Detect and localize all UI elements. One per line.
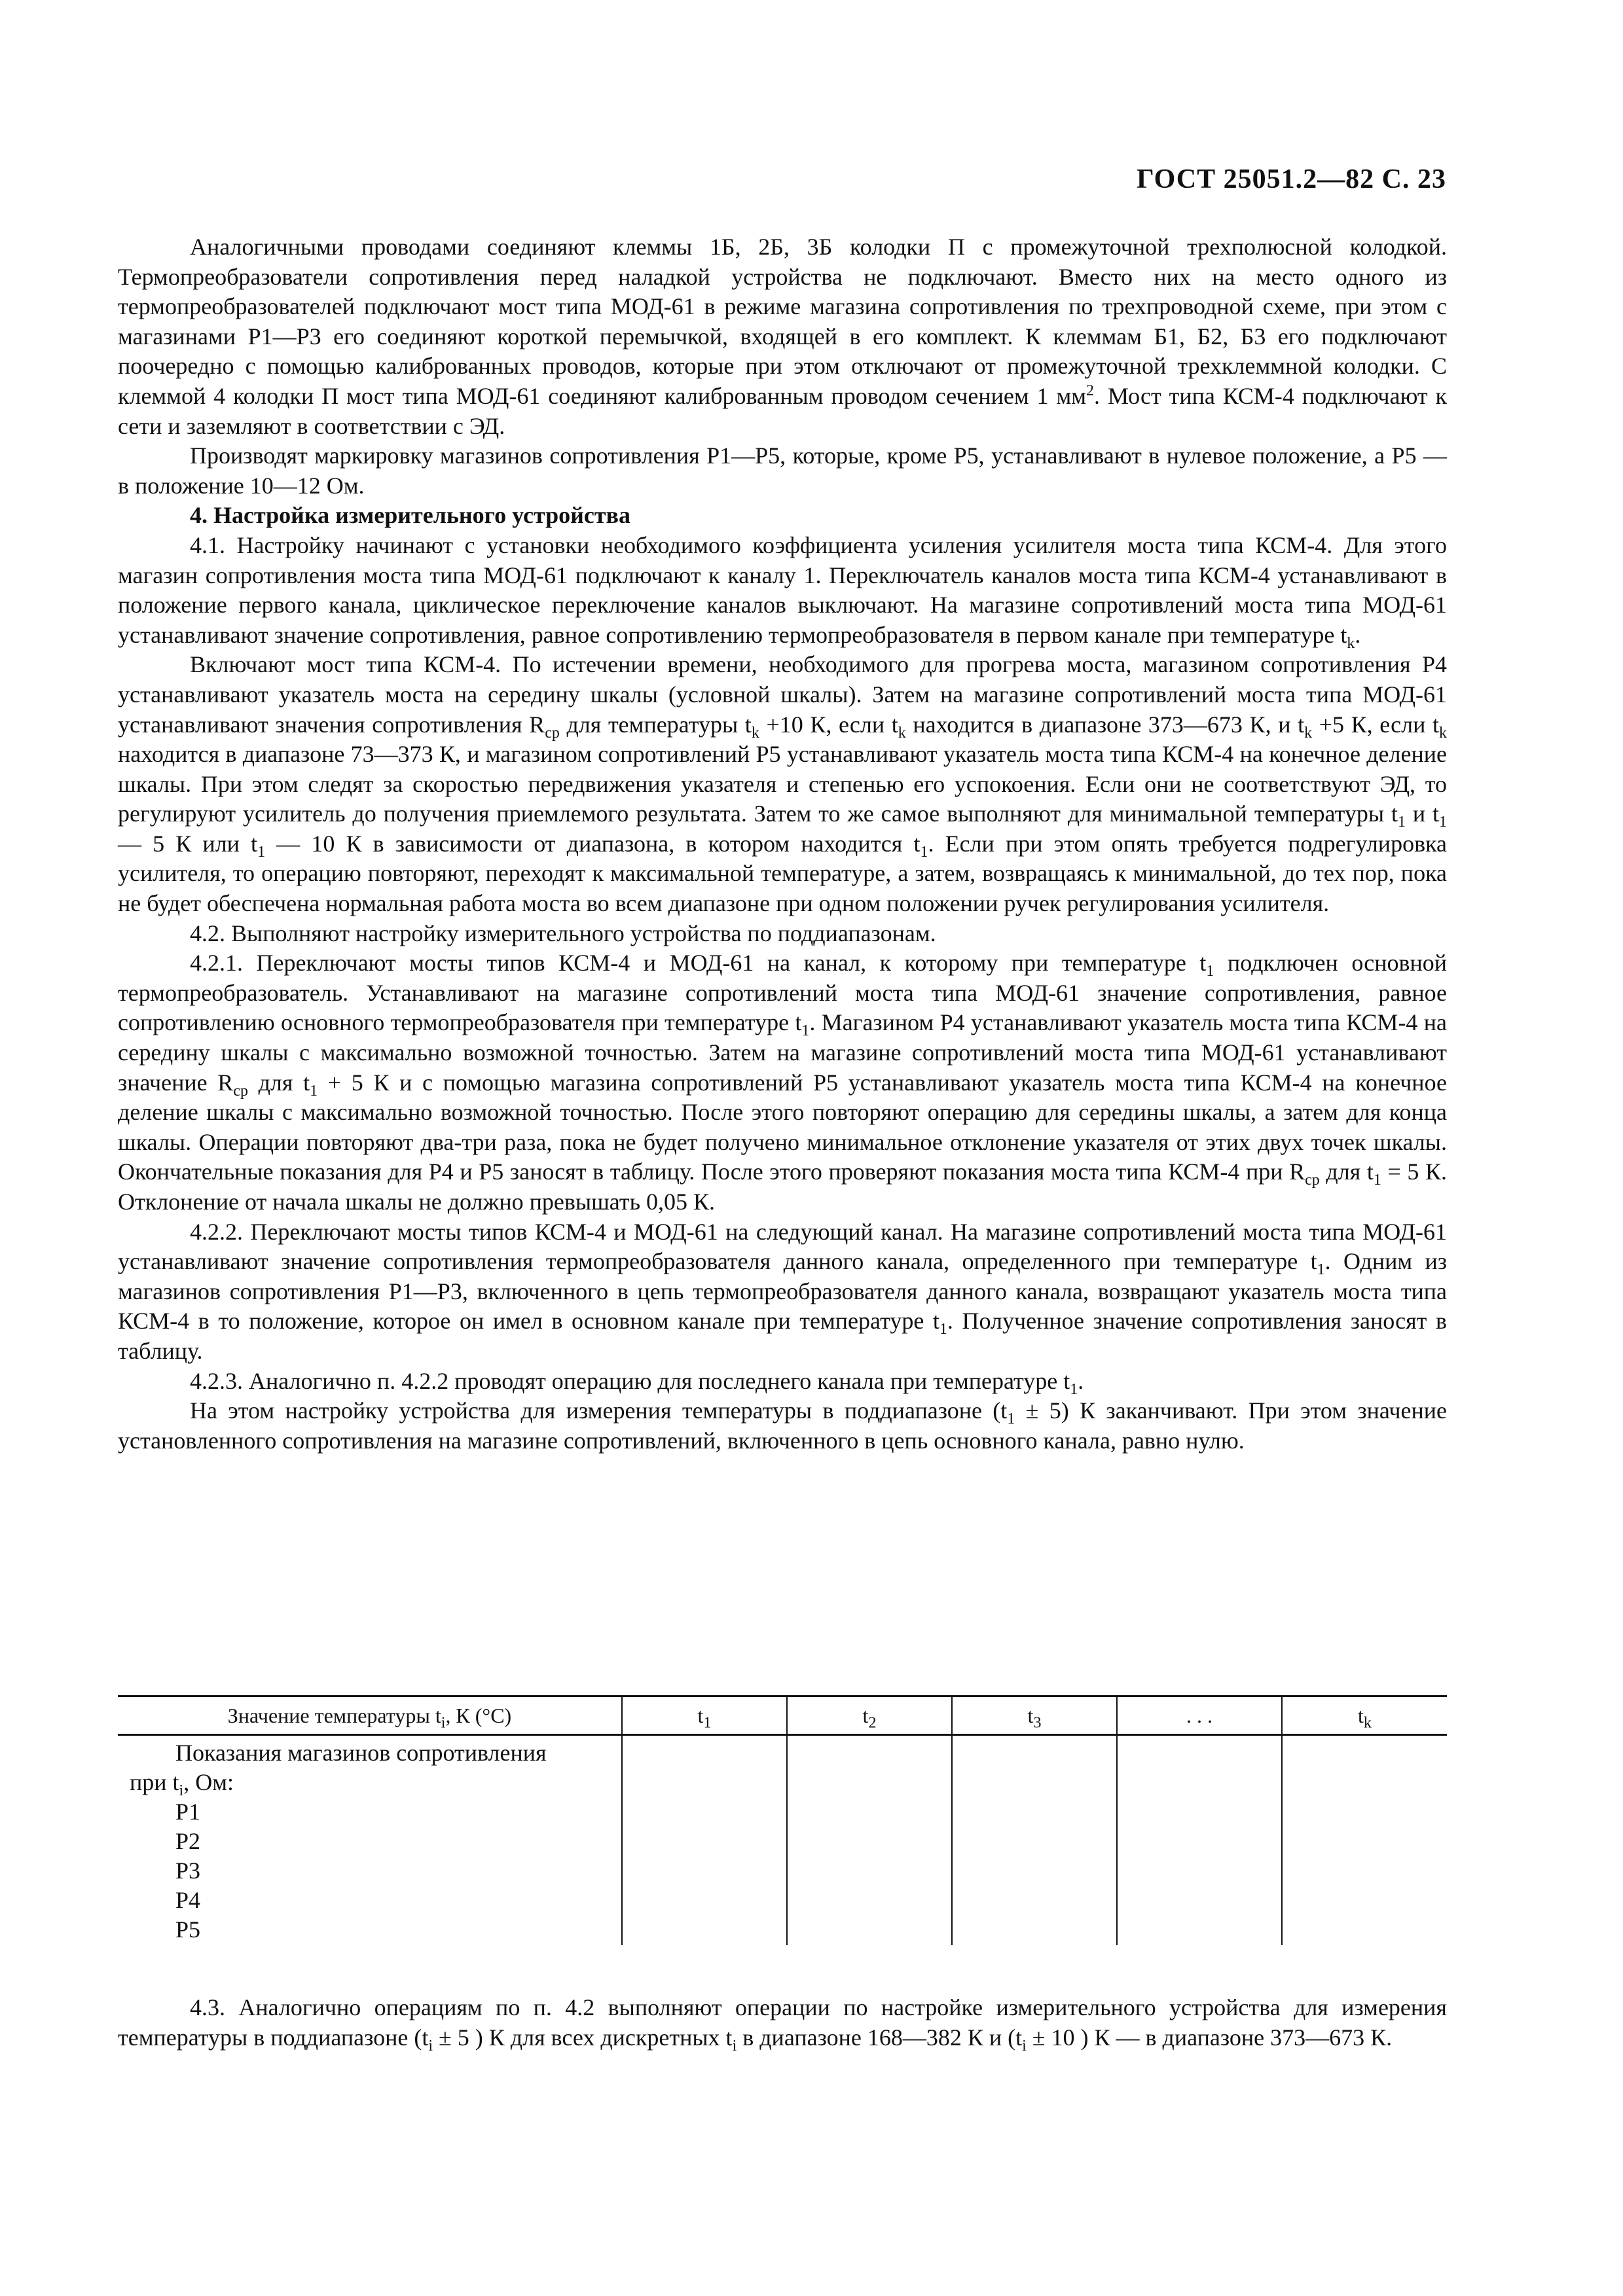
paragraph-4-3: 4.3. Аналогично операциям по п. 4.2 выполняют операции по настройке измерительного устройства для измерения температуры в поддиапазоне ($t_i \pm 5$ ) К для всех дискретных $t_i$ в диапазоне 168—382 К и ($t_i \pm 10$ ) К — в диапазоне 373—673 К. — [118, 1994, 1447, 2054]
running-title: ГОСТ 25051.2—82 С. 23 — [1136, 164, 1446, 194]
header-col-ellipsis: . . . — [1117, 1696, 1282, 1735]
table-cell — [1117, 1735, 1282, 1946]
paragraph-terminals: Аналогичными проводами соединяют клеммы 1Б, 2Б, 3Б колодки П с промежуточной трехполюсной колодкой. Термопреобразователи сопротивления перед наладкой устройства не подключают. Вместо них на место одного из термопреобразователей подключают мост типа МОД-61 в режиме магазина сопротивления по трехпроводной схеме, при этом с магазинами Р1—Р3 его соединяют короткой перемычкой, входящей в его комплект. К клеммам Б1, Б2, Б3 его подключают поочередно с помощью калиброванных проводов, которые при этом отключают от промежуточной трехклеммной колодки. С клеммой 4 колодки П мост типа МОД-61 соединяют калиброванным проводом сечением 1 $мм^2$. Мост типа КСМ-4 подключают к сети и заземляют в соответствии с ЭД. — [118, 234, 1448, 439]
section-heading: 4. Настройка измерительного устройства — [190, 502, 630, 529]
table-cell — [1282, 1735, 1447, 1946]
list-item: Р3 — [175, 1857, 201, 1884]
paragraph-4-2-1: 4.2.1. Переключают мосты типов КСМ-4 и МОД-61 на канал, к которому при температуре $t_1$ подключен основной термопреобразователь. Устанавливают на магазине сопротивлений моста типа МОД-61 значение сопротивления, равное сопротивлению основного термопреобразователя при температуре $t_1$. Магазином Р4 устанавливают указатель моста типа КСМ-4 на середину шкалы с максимально возможной точностью. Затем на магазине сопротивлений моста типа МОД-61 устанавливают значение $R_{ср}$ для $t_1 + 5$ К и с помощью магазина сопротивлений Р5 устанавливают указатель моста типа КСМ-4 на конечное деление шкалы с максимально возможной точностью. После этого повторяют операцию для середины шкалы, а затем для конца шкалы. Операции повторяют два-три раза, пока не будет получено минимальное отклонение указателя от этих двух точек шкалы. Окончательные показания для Р4 и Р5 заносят в таблицу. После этого проверяют показания моста типа КСМ-4 при $R_{ср}$ для $t_1 = 5$ К. Отклонение от начала шкалы не должно превышать 0,05 К. — [118, 950, 1448, 1215]
paragraph-conclusion: На этом настройку устройства для измерения температуры в поддиапазоне $(t_1 \pm 5)$ К заканчивают. При этом значение установленного сопротивления на магазине сопротивлений, включенного в цепь основного канала, равно нулю. — [118, 1397, 1447, 1454]
table-header-row — [118, 1696, 1447, 1735]
list-item: Р4 — [175, 1887, 201, 1913]
header-col-t1: $t_1$ — [622, 1696, 787, 1735]
paragraph-4-1-cont: Включают мост типа КСМ-4. По истечении времени, необходимого для прогрева моста, магазином сопротивления Р4 устанавливают указатель моста на середину шкалы (условной шкалы). Затем на магазине сопротивлений моста типа МОД-61 устанавливают значения сопротивления $R_{ср}$ для температуры $t_k +10$ К, если $t_k$ находится в диапазоне 373—673 К, и $t_k +5$ К, если $t_k$ находится в диапазоне 73—373 К, и магазином сопротивлений Р5 устанавливают указатель моста типа КСМ-4 на конечное деление шкалы. При этом следят за скоростью передвижения указателя и степенью его успокоения. Если они не соответствуют ЭД, то регулируют усилитель до получения приемлемого результата. Затем то же самое выполняют для минимальной температуры $t_1$ и $t_1$ — 5 К или $t_1$ — 10 К в зависимости от диапазона, в котором находится $t_1$. Если при этом опять требуется подрегулировка усилителя, то операцию повторяют, переходят к максимальной температуре, а затем, возвращаясь к минимальной, до тех пор, пока не будет обеспечена нормальная работа моста во всем диапазоне при одном положении ручек регулирования усилителя. — [118, 651, 1447, 917]
header-col-tk: $t_k$ — [1282, 1696, 1447, 1735]
header-col-t3: $t_3$ — [952, 1696, 1117, 1735]
header-temperature-label: Значение температуры $t_i$, К (°С) — [227, 1703, 512, 1731]
list-item: Р1 — [175, 1799, 201, 1825]
list-item: Р2 — [175, 1828, 201, 1854]
header-col-t2: $t_2$ — [787, 1696, 952, 1735]
paragraph-4-2: 4.2. Выполняют настройку измерительного устройства по поддиапазонам. — [190, 920, 936, 946]
row-title-unit: при $t_i$, Ом: — [130, 1769, 234, 1800]
paragraph-4-2-3: 4.2.3. Аналогично п. 4.2.2 проводят операцию для последнего канала при температуре $t_1$. — [190, 1367, 1084, 1398]
table-cell — [622, 1735, 787, 1946]
table-cell — [787, 1735, 952, 1946]
row-label-cell — [118, 1735, 622, 1946]
paragraph-marking: Производят маркировку магазинов сопротивления Р1—Р5, которые, кроме Р5, устанавливают в нулевое положение, а Р5 — в положение 10—12 Ом. — [118, 442, 1447, 499]
footer-paragraph-block — [118, 1993, 1447, 2053]
paragraph-4-1: 4.1. Настройку начинают с установки необходимого коэффициента усиления усилителя моста типа КСМ-4. Для этого магазин сопротивления моста типа МОД-61 подключают к каналу 1. Переключатель каналов моста типа КСМ-4 устанавливают в положение первого канала, циклическое переключение каналов выключают. На магазине сопротивлений моста типа МОД-61 устанавливают значение сопротивления, равное сопротивлению термопреобразователя в первом канале при температуре $t_k$. — [118, 531, 1447, 652]
readings-table-wrapper — [118, 1695, 1447, 1945]
paragraph-4-2-2: 4.2.2. Переключают мосты типов КСМ-4 и МОД-61 на следующий канал. На магазине сопротивлений моста типа МОД-61 устанавливают значение сопротивления термопреобразователя данного канала, определенного при температуре $t_1$. Одним из магазинов сопротивления Р1—Р3, включенного в цепь термопреобразователя данного канала, возвращают указатель моста типа КСМ-4 в то положение, которое он имел в основном канале при температуре $t_1$. Полученное значение сопротивления заносят в таблицу. — [118, 1218, 1448, 1364]
list-item: Р5 — [175, 1916, 201, 1943]
table-cell — [952, 1735, 1117, 1946]
table-row — [118, 1735, 1447, 1946]
document-body — [118, 232, 1447, 1456]
row-title: Показания магазинов сопротивления — [175, 1740, 547, 1766]
readings-table — [118, 1695, 1447, 1945]
